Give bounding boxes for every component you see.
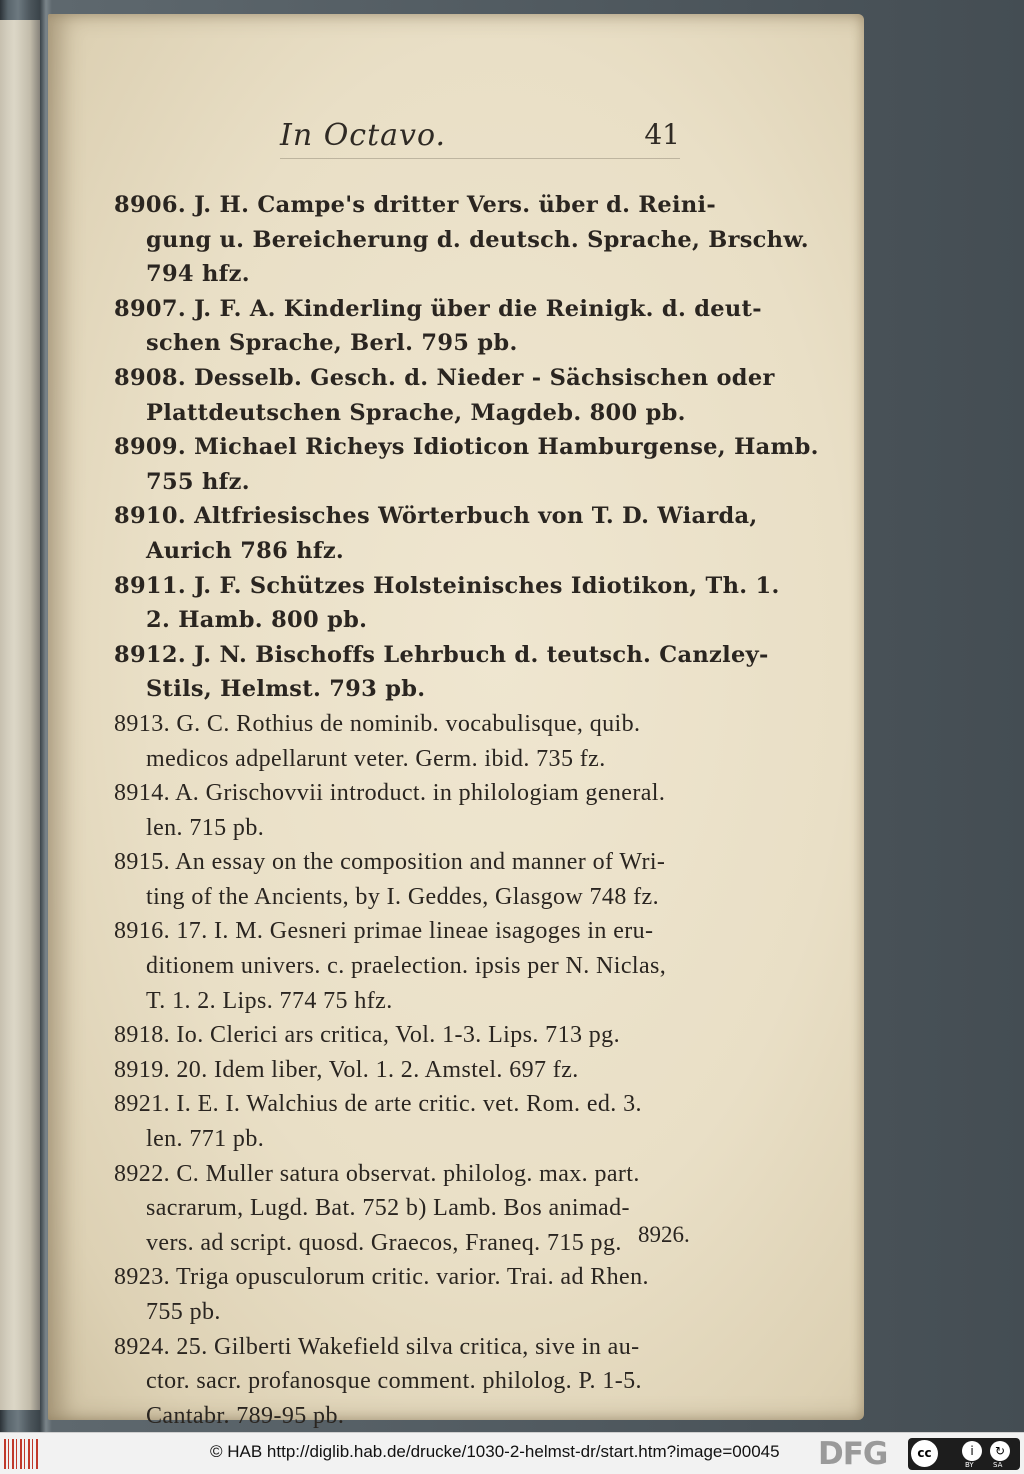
license-badge[interactable] [908, 1438, 1020, 1470]
entry-line-first: 8909. Michael Richeys Idioticon Hamburgense, Hamb. [114, 434, 819, 461]
entry-line-continuation: medicos adpellarunt veter. Germ. ibid. 735 fz. [146, 745, 606, 772]
entry-line-continuation: Stils, Helmst. 793 pb. [146, 676, 426, 703]
entry-line-first: 8918. Io. Clerici ars critica, Vol. 1-3. Lips. 713 pg. [114, 1022, 620, 1049]
dfg-logo: DFG [818, 1436, 888, 1472]
cc-icon: cc [911, 1440, 938, 1467]
entry-line-continuation: Plattdeutschen Sprache, Magdeb. 800 pb. [146, 399, 686, 426]
entry-line-continuation: 794 hfz. [146, 261, 250, 288]
catalog-entry [114, 292, 762, 361]
entry-line-first: 8907. J. F. A. Kinderling über die Reinigk. d. deut- [114, 295, 762, 322]
entry-line-first: 8919. 20. Idem liber, Vol. 1. 2. Amstel. 697 fz. [114, 1056, 579, 1083]
catchword: 8926. [638, 1222, 690, 1247]
catalog-entry [114, 361, 775, 430]
catalog-entry [114, 499, 758, 568]
page-title: In Octavo. [280, 118, 447, 153]
entry-line-first: 8922. C. Muller satura observat. philolog. max. part. [114, 1160, 640, 1187]
share-alike-icon: ↻ [990, 1441, 1010, 1461]
entry-line-continuation: 755 pb. [146, 1299, 221, 1325]
catalog-entry [114, 1018, 714, 1053]
entry-line-continuation: vers. ad script. quosd. Graecos, Franeq. 715 pg. [146, 1229, 622, 1256]
sa-label: SA [993, 1461, 1003, 1469]
catalog-entry [114, 776, 714, 845]
entry-line-continuation: Aurich 786 hfz. [146, 537, 345, 564]
by-label: BY [965, 1461, 974, 1469]
entry-line-continuation: 2. Hamb. 800 pb. [146, 607, 368, 634]
catalog-entry [114, 1053, 714, 1088]
catalog-entry [114, 430, 819, 499]
entry-line-first: 8912. J. N. Bischoffs Lehrbuch d. teutsch. Canzley- [114, 641, 769, 668]
catalog-entry [114, 914, 714, 1018]
page-number: 41 [644, 118, 680, 151]
viewer-footer [0, 1432, 1024, 1474]
entry-line-first: 8913. G. C. Rothius de nominib. vocabulisque, quib. [114, 710, 641, 737]
catalog-entry [114, 569, 780, 638]
entry-line-first: 8916. 17. I. M. Gesneri primae lineae isagoges in eru- [114, 918, 654, 945]
entry-line-first: 8911. J. F. Schützes Holsteinisches Idiotikon, Th. 1. [114, 572, 780, 599]
source-link[interactable]: © HAB http://diglib.hab.de/drucke/1030-2-helmst-dr/start.htm?image=00045 [210, 1442, 780, 1461]
entry-line-first: 8910. Altfriesisches Wörterbuch von T. D. Wiarda, [114, 503, 758, 530]
entry-line-first: 8923. Triga opusculorum critic. varior. Trai. ad Rhen. [114, 1264, 649, 1291]
entry-line-continuation: len. 715 pb. [146, 814, 265, 841]
catalog-entry [114, 1260, 714, 1329]
entry-line-continuation: T. 1. 2. Lips. 774 75 hfz. [146, 987, 393, 1014]
entry-line-first: 8924. 25. Gilberti Wakefield silva critica, sive in au- [114, 1333, 640, 1360]
entry-line-continuation: gung u. Bereicherung d. deutsch. Sprache, Brschw. [146, 226, 809, 253]
catalog-entry [114, 1157, 714, 1261]
catalog-entry [114, 1330, 714, 1434]
catalog-entries [114, 188, 819, 1433]
entry-line-continuation: ctor. sacr. profanosque comment. philolog. P. 1-5. [146, 1368, 642, 1395]
attribution-icon: i [962, 1441, 982, 1461]
entry-line-continuation: Cantabr. 789-95 pb. [146, 1402, 345, 1429]
entry-line-first: 8908. Desselb. Gesch. d. Nieder - Sächsischen oder [114, 364, 775, 391]
catalog-entry [114, 707, 714, 776]
entry-line-first: 8921. I. E. I. Walchius de arte critic. vet. Rom. ed. 3. [114, 1091, 642, 1118]
barcode-icon [4, 1439, 40, 1469]
entry-line-first: 8915. An essay on the composition and manner of Wri- [114, 849, 666, 876]
header-rule [280, 158, 680, 159]
entry-line-continuation: len. 771 pb. [146, 1126, 265, 1153]
catalog-entry [114, 1087, 714, 1156]
previous-page-edge [0, 20, 40, 1410]
entry-line-continuation: ditionem univers. c. praelection. ipsis per N. Niclas, [146, 953, 667, 980]
entry-line-continuation: 755 hfz. [146, 468, 250, 495]
catalog-entry [114, 845, 714, 914]
entry-line-continuation: schen Sprache, Berl. 795 pb. [146, 330, 518, 357]
catalog-entry [114, 638, 769, 707]
entry-line-first: 8906. J. H. Campe's dritter Vers. über d. Reini- [114, 192, 717, 218]
catalog-entry [114, 188, 809, 292]
entry-line-first: 8914. A. Grischovvii introduct. in philologiam general. [114, 780, 666, 807]
page-header [280, 118, 680, 158]
entry-line-continuation: ting of the Ancients, by I. Geddes, Glasgow 748 fz. [146, 883, 659, 910]
entry-line-continuation: sacrarum, Lugd. Bat. 752 b) Lamb. Bos animad- [146, 1195, 630, 1222]
